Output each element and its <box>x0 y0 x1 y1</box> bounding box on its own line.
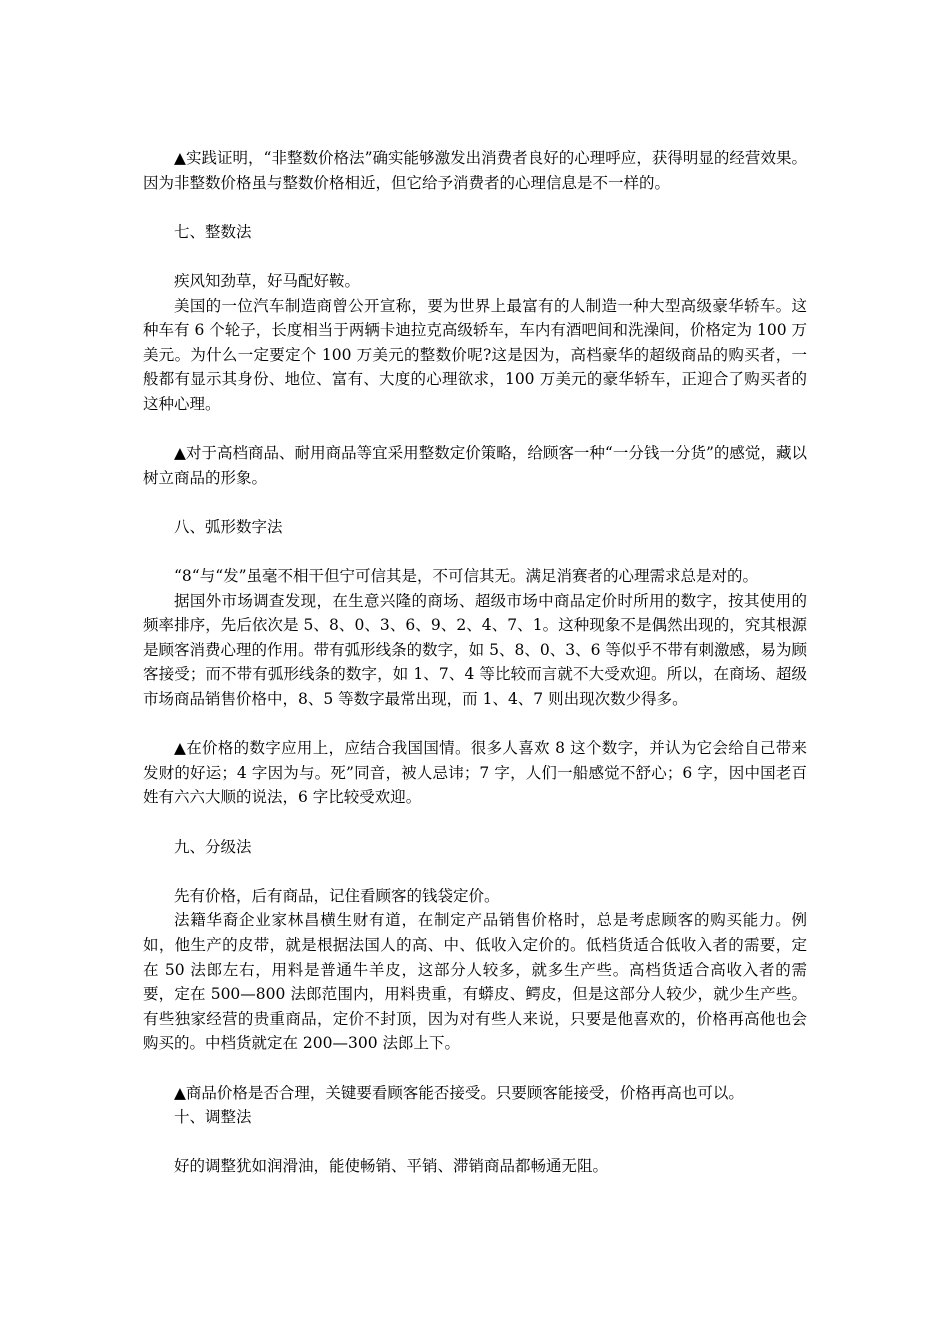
paragraph-proverb-adjustment: 好的调整犹如润滑油，能使畅销、平销、滞销商品都畅通无阻。 <box>174 1157 609 1176</box>
spacer <box>143 244 807 269</box>
paragraph-digit-survey: 据国外市场调查发现，在生意兴隆的商场、超级市场中商品定价时所用的数字，按其使用的频率排序，先后依次是 5、8、0、3、6、9、2、4、7、1。这种现象不是偶然出现的，究其根源是顾客消费心理的作用。带有弧形线条的数字，如 5、8、0、3、6 等似乎不带有刺激感，易为顾客接受；而不带有弧形线条的数字，如 1、7、4 等比较而言就不大受欢迎。所以，在商场、超级市场商品销售价格中，8、5 等数字最常出现，而 1、4、7 则出现次数少得多。 <box>143 591 807 709</box>
paragraph-proverb-tier: 先有价格，后有商品，记住看顾客的钱袋定价。 <box>174 886 500 905</box>
paragraph-tier-summary: ▲商品价格是否合理，关键要看顾客能否接受。只要顾客能接受，价格再高也可以。 <box>174 1083 744 1102</box>
spacer <box>143 712 807 737</box>
paragraph-digit-summary: ▲在价格的数字应用上，应结合我国国情。很多人喜欢 8 这个数字，并认为它会给自己带来发财的好运；4 字因为与。死”同音，被人忌讳；7 字，人们一船感觉不舒心；6 字，因中国老百姓有六六大顺的说法，6 字比较受欢迎。 <box>143 739 807 807</box>
spacer <box>143 490 807 515</box>
spacer <box>143 540 807 565</box>
spacer <box>143 1056 807 1081</box>
heading-adjustment-method: 十、调整法 <box>174 1108 252 1127</box>
heading-curved-digit-method: 八、弧形数字法 <box>174 517 283 536</box>
spacer <box>143 417 807 442</box>
spacer <box>143 859 807 884</box>
paragraph-proverb-eight: “8“与“发”虽毫不相干但宁可信其是，不可信其无。满足消赛者的心理需求总是对的。 <box>174 567 759 586</box>
spacer <box>143 810 807 835</box>
paragraph-proverb-integer: 疾风知劲草，好马配好鞍。 <box>174 271 361 290</box>
paragraph-luxury-car-example: 美国的一位汽车制造商曾公开宣称，要为世界上最富有的人制造一种大型高级豪华轿车。这种车有 6 个轮子，长度相当于两辆卡迪拉克高级轿车，车内有酒吧间和洗澡间，价格定为 100 万美元。为什么一定要定个 100 万美元的整数价呢?这是因为，高档豪华的超级商品的购买者，一般都有显示其身份、地位、富有、大度的心理欲求，100 万美元的豪华轿车，正迎合了购买者的这种心理。 <box>143 296 807 413</box>
heading-tier-method: 九、分级法 <box>174 837 252 856</box>
paragraph-integer-summary: ▲对于高档商品、耐用商品等宜采用整数定价策略，给顾客一种“一分钱一分货”的感觉，藏以树立商品的形象。 <box>143 444 807 487</box>
paragraph-belt-example: 法籍华裔企业家林昌横生财有道，在制定产品销售价格时，总是考虑顾客的购买能力。例如，他生产的皮带，就是根据法国人的高、中、低收入定价的。低档货适合低收入者的需要，定在 50 法郎左右，用料是普通牛羊皮，这部分人较多，就多生产些。高档货适合高收入者的需要，定在 500—800 法郎范围内，用料贵重，有蟒皮、鳄皮，但是这部分人较少，就少生产些。有些独家经营的贵重商品，定价不封顶，因为对有些人来说，只要是他喜欢的，价格再高他也会购买的。中档货就定在 200—300 法郎上下。 <box>143 911 807 1053</box>
paragraph-non-integer-summary: ▲实践证明，“非整数价格法”确实能够激发出消费者良好的心理呼应，获得明显的经营效果。因为非整数价格虽与整数价格相近，但它给予消费者的心理信息是不一样的。 <box>143 149 807 192</box>
spacer <box>143 195 807 220</box>
document-body <box>143 146 807 1179</box>
heading-integer-method: 七、整数法 <box>174 222 252 241</box>
spacer <box>143 1130 807 1155</box>
